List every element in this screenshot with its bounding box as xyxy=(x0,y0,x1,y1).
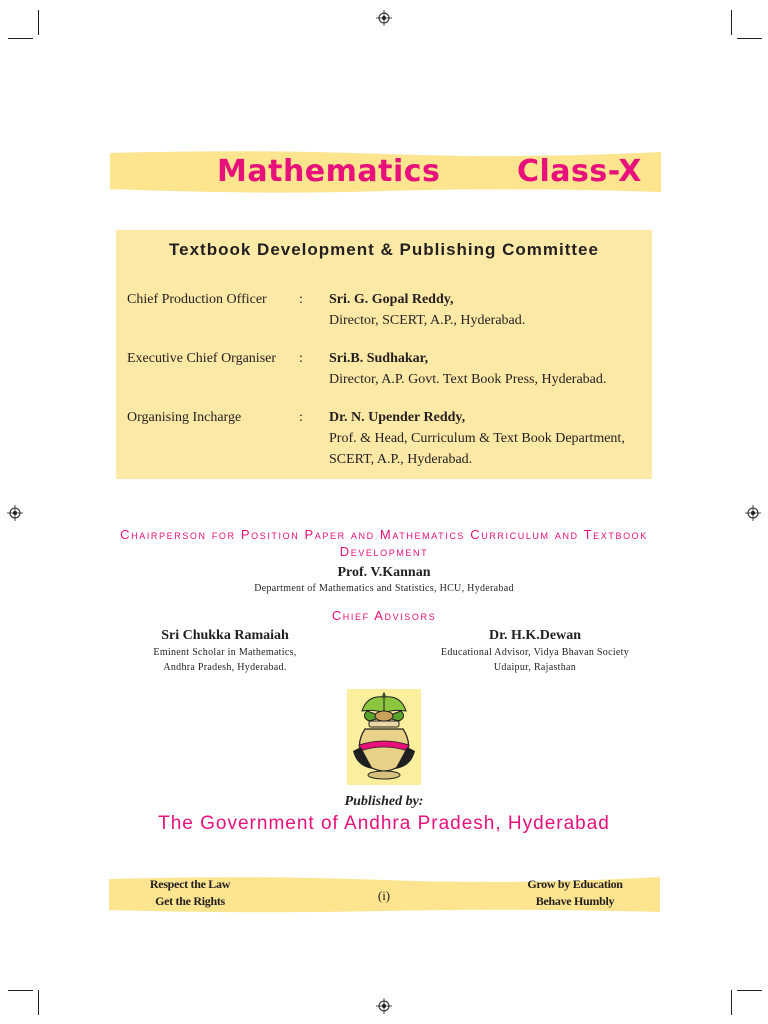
member-role: Organising Incharge xyxy=(127,410,242,425)
committee-heading: Textbook Development & Publishing Committee xyxy=(169,240,599,259)
member-name: Dr. N. Upender Reddy, xyxy=(329,410,466,425)
separator: : xyxy=(299,351,303,366)
registration-mark-icon xyxy=(7,505,23,521)
publisher-name: The Government of Andhra Pradesh, Hyderabad xyxy=(158,813,610,834)
registration-mark-icon xyxy=(745,505,761,521)
separator: : xyxy=(299,292,303,307)
member-detail: Prof. & Head, Curriculum & Text Book Department, xyxy=(329,431,625,446)
class-title: Class-X xyxy=(517,154,642,189)
footer-motto-right xyxy=(505,876,645,910)
advisor-name: Sri Chukka Ramaiah xyxy=(161,628,289,643)
government-emblem-pot-icon xyxy=(347,689,421,785)
member-info xyxy=(329,348,649,390)
advisors-heading: Chief Advisors xyxy=(331,608,437,623)
subject-title: Mathematics xyxy=(217,154,441,189)
crop-mark xyxy=(8,990,33,991)
chairperson-name: Prof. V.Kannan xyxy=(337,565,431,580)
advisor-name: Dr. H.K.Dewan xyxy=(488,628,582,643)
advisor-detail: Udaipur, Rajasthan xyxy=(493,662,577,673)
member-info xyxy=(329,407,649,470)
published-by-label: Published by: xyxy=(344,794,424,809)
advisor-detail: Andhra Pradesh, Hyderabad. xyxy=(163,662,287,673)
member-detail: SCERT, A.P., Hyderabad. xyxy=(329,452,473,467)
member-info xyxy=(329,289,649,331)
crop-mark xyxy=(8,38,33,39)
advisor-detail: Educational Advisor, Vidya Bhavan Society xyxy=(440,647,630,658)
advisor-detail: Eminent Scholar in Mathematics, xyxy=(153,647,297,658)
member-detail: Director, A.P. Govt. Text Book Press, Hyderabad. xyxy=(329,372,607,387)
member-name: Sri. G. Gopal Reddy, xyxy=(329,292,454,307)
crop-mark xyxy=(731,10,732,35)
registration-mark-icon xyxy=(376,998,392,1014)
crop-mark xyxy=(737,38,762,39)
member-role: Chief Production Officer xyxy=(127,292,267,307)
member-name: Sri.B. Sudhakar, xyxy=(329,351,429,366)
registration-mark-icon xyxy=(376,10,392,26)
crop-mark xyxy=(731,990,732,1015)
page-number: (i) xyxy=(377,888,391,903)
committee-box xyxy=(116,230,652,479)
motto-line: Respect the Law xyxy=(149,877,231,891)
member-role: Executive Chief Organiser xyxy=(127,351,277,366)
chairperson-heading-cont: Development xyxy=(339,544,429,559)
motto-line: Behave Humbly xyxy=(535,894,615,908)
motto-line: Grow by Education xyxy=(527,877,623,891)
crop-mark xyxy=(38,990,39,1015)
motto-line: Get the Rights xyxy=(155,894,225,908)
member-detail: Director, SCERT, A.P., Hyderabad. xyxy=(329,313,526,328)
chairperson-heading: Chairperson for Position Paper and Mathematics Curriculum and Textbook xyxy=(120,527,648,542)
chairperson-affiliation: Department of Mathematics and Statistics, HCU, Hyderabad xyxy=(254,583,514,594)
crop-mark xyxy=(737,990,762,991)
crop-mark xyxy=(38,10,39,35)
separator: : xyxy=(299,410,303,425)
